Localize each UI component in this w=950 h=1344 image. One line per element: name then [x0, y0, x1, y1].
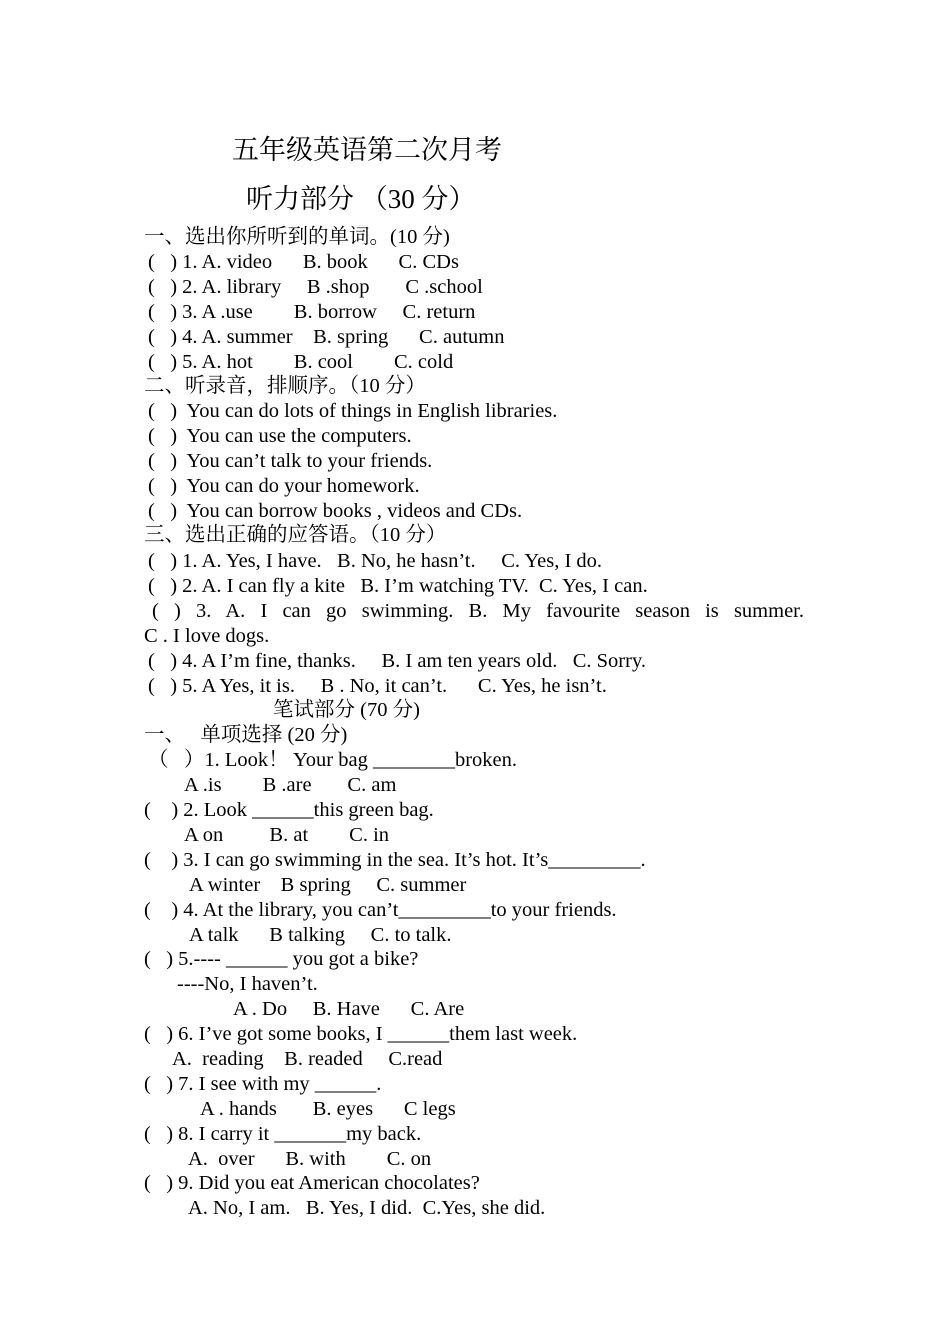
- question-line: ( ) 5. A Yes, it is. B . No, it can’t. C. Yes, he isn’t.: [148, 675, 607, 697]
- options-line: A on B. at C. in: [184, 824, 390, 846]
- question-line: ( ) 3. A. I can go swimming. B. My favourite season is summer.: [152, 600, 804, 622]
- options-line: A . Do B. Have C. Are: [233, 998, 465, 1020]
- question-line: ( ) 4. A. summer B. spring C. autumn: [148, 326, 505, 348]
- question-line: ( ) 2. A. I can fly a kite B. I’m watching TV. C. Yes, I can.: [148, 575, 648, 597]
- options-line: A. over B. with C. on: [188, 1148, 432, 1170]
- options-line: A .is B .are C. am: [184, 774, 397, 796]
- question-line: ( ) You can do your homework.: [148, 475, 420, 497]
- question-line: ( ) 7. I see with my ______.: [144, 1073, 382, 1095]
- options-line: A. No, I am. B. Yes, I did. C.Yes, she did.: [188, 1197, 546, 1219]
- question-line: ( ) 9. Did you eat American chocolates?: [144, 1172, 480, 1194]
- question-line: ( ) 4. A I’m fine, thanks. B. I am ten years old. C. Sorry.: [148, 650, 646, 672]
- question-line: ( ) You can borrow books , videos and CDs.: [148, 500, 523, 522]
- dialogue-line: ----No, I haven’t.: [177, 973, 318, 995]
- section-1-heading: 一、选出你所听到的单词。(10 分): [144, 226, 450, 248]
- question-line: ( ) 1. A. Yes, I have. B. No, he hasn’t. C. Yes, I do.: [148, 550, 603, 572]
- question-line: ( ) 6. I’ve got some books, I ______them last week.: [144, 1023, 578, 1045]
- question-line: ( ) You can use the computers.: [148, 425, 412, 447]
- written-section-1-heading: 一、 单项选择 (20 分): [144, 724, 348, 746]
- options-line: A . hands B. eyes C legs: [200, 1098, 456, 1120]
- question-line: ( ) You can’t talk to your friends.: [148, 450, 433, 472]
- question-line: ( ) 5.---- ______ you got a bike?: [144, 948, 419, 970]
- question-line: ( ) 5. A. hot B. cool C. cold: [148, 351, 454, 373]
- written-header: 笔试部分 (70 分): [273, 699, 420, 721]
- options-line: A winter B spring C. summer: [189, 874, 467, 896]
- question-line: ( ) 1. A. video B. book C. CDs: [148, 251, 459, 273]
- question-line: ( ) 8. I carry it _______my back.: [144, 1123, 422, 1145]
- options-line: A talk B talking C. to talk.: [189, 924, 452, 946]
- question-line: ( ) 4. At the library, you can’t_________to your friends.: [144, 899, 617, 921]
- question-line: ( ) You can do lots of things in English libraries.: [148, 400, 558, 422]
- exam-title: 五年级英语第二次月考: [232, 135, 502, 165]
- question-line: C . I love dogs.: [144, 625, 270, 647]
- listening-header: 听力部分 （30 分）: [246, 184, 476, 214]
- section-3-heading: 三、选出正确的应答语。（10 分）: [144, 524, 447, 546]
- question-line: ( ) 3. I can go swimming in the sea. It’s hot. It’s_________.: [144, 849, 646, 871]
- question-line: （ ）1. Look！ Your bag ________broken.: [148, 749, 517, 771]
- question-line: ( ) 2. A. library B .shop C .school: [148, 276, 483, 298]
- section-2-heading: 二、听录音，排顺序。（10 分）: [144, 375, 426, 397]
- question-line: ( ) 2. Look ______this green bag.: [144, 799, 434, 821]
- options-line: A. reading B. readed C.read: [172, 1048, 443, 1070]
- question-line: ( ) 3. A .use B. borrow C. return: [148, 301, 476, 323]
